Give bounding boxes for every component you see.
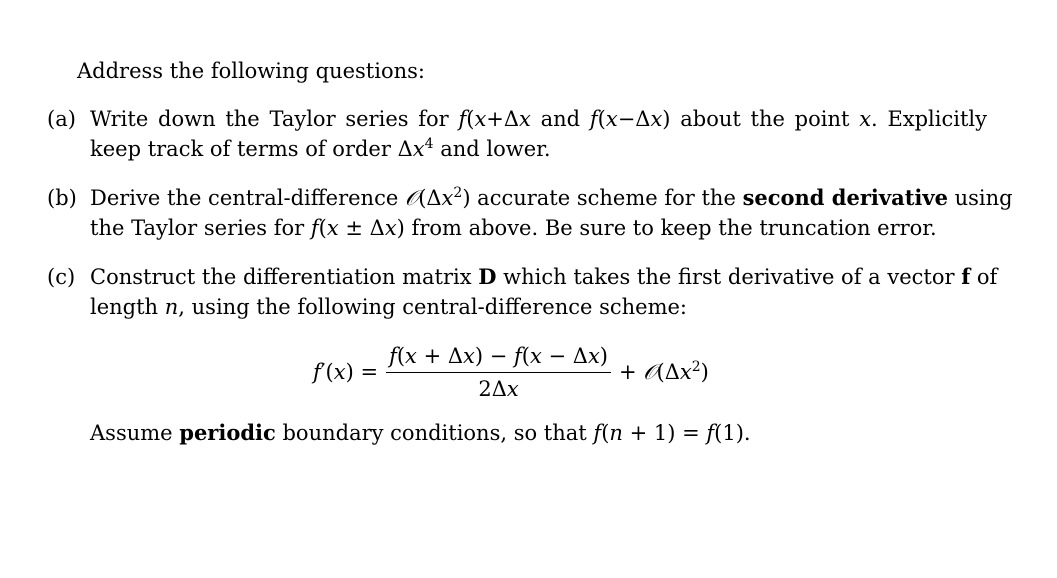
- math-symbol: n: [164, 295, 179, 319]
- bold-text: D: [478, 264, 497, 289]
- math-symbol: x: [405, 343, 417, 368]
- math-symbol: f: [310, 216, 319, 240]
- math-symbol: x: [519, 107, 531, 131]
- math-symbol: x: [474, 107, 487, 131]
- question-a: [47, 104, 987, 164]
- math-symbol: f: [458, 107, 467, 131]
- central-difference-equation: [313, 340, 709, 404]
- fraction-numerator: f(x + Δx) − f(x − Δx): [386, 342, 611, 373]
- intro-text: Address the following questions:: [77, 59, 425, 83]
- text-line: Write down the Taylor series for f(x+Δx and f(x−Δx) about the point x. Explicitly: [90, 107, 987, 131]
- question-c: [47, 262, 998, 322]
- text-line: keep track of terms of order $\Delta x^4$ and lower.: [90, 136, 551, 161]
- math-symbol: x: [679, 359, 692, 384]
- math-symbol: x: [463, 343, 475, 368]
- text-line: the Taylor series for f(x ± Δx) from above. Be sure to keep the truncation error.: [90, 216, 937, 240]
- text-line: length n, using the following central-difference scheme:: [90, 295, 687, 319]
- bold-text: f: [961, 264, 971, 289]
- math-symbol: f: [313, 360, 321, 384]
- text-line: Derive the central-difference $𝒪(\Delta x^2)$ accurate scheme for the second derivative using: [90, 185, 1013, 210]
- math-symbol: f: [593, 421, 602, 445]
- question-body: [90, 183, 1013, 243]
- math-symbol: x: [859, 107, 872, 131]
- math-symbol: x: [529, 343, 542, 368]
- bold-text: second derivative: [742, 185, 948, 210]
- equation-lhs: f′(x) =: [313, 360, 379, 384]
- equation-rhs: + $𝒪(\Delta x^2)$: [619, 358, 709, 384]
- math-symbol: x: [384, 216, 397, 240]
- math-symbol: f: [706, 421, 715, 445]
- math-symbol: x: [326, 216, 339, 240]
- equation-fraction: [386, 342, 611, 403]
- superscript: 2: [691, 358, 701, 375]
- question-b: [47, 183, 1013, 243]
- question-label: (a): [47, 107, 76, 131]
- math-symbol: x: [605, 107, 618, 131]
- math-symbol: x: [587, 343, 600, 368]
- math-symbol: f: [514, 343, 522, 368]
- text-line: Construct the differentiation matrix D which takes the first derivative of a vector f of: [90, 264, 998, 289]
- math-symbol: f: [389, 343, 397, 368]
- question-body: [90, 104, 987, 164]
- math-symbol: n: [609, 421, 623, 445]
- math-symbol: 𝒪: [404, 186, 419, 210]
- assumption-text: Assume periodic boundary conditions, so that f(n + 1) = f(1).: [90, 420, 751, 445]
- math-symbol: x: [650, 107, 663, 131]
- math-symbol: 𝒪: [643, 359, 657, 384]
- math-symbol: x: [412, 137, 425, 161]
- fraction-denominator: 2Δx: [478, 376, 519, 401]
- question-label: (b): [47, 186, 77, 210]
- question-body: [90, 262, 998, 322]
- math-symbol: x: [333, 360, 346, 384]
- math-symbol: f: [589, 107, 598, 131]
- superscript: 2: [453, 185, 463, 201]
- bold-text: periodic: [179, 420, 276, 445]
- math-symbol: x: [441, 186, 454, 210]
- superscript: 4: [424, 136, 434, 152]
- question-label: (c): [47, 265, 76, 289]
- math-symbol: x: [506, 376, 519, 401]
